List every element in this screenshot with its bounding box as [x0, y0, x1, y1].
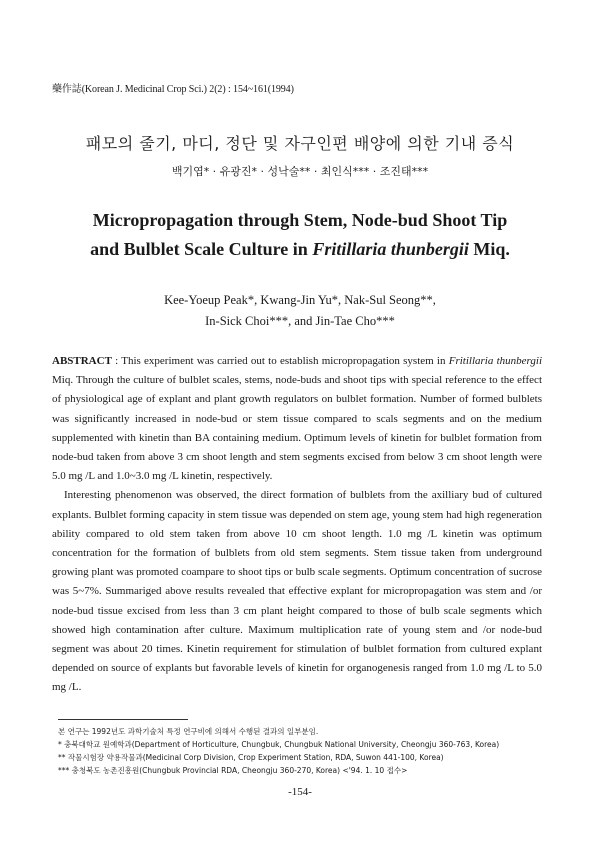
english-title-line1: Micropropagation through Stem, Node-bud Shoot Tip [92, 210, 508, 230]
english-title-line2 [40, 235, 560, 264]
abstract-p1-rest: Miq. Through the culture of bulblet scales, stems, node-buds and shoot tips with special reference to the effect of physiological age of explant and plant growth regulators on bulblet formation. Number of formed bulblets was significantly increased in node-bud or stem tissue compared to scals segments and on the medium supplemented with kinetin than BA containing medium. Optimum levels of kinetin for bulblet formation from node-bud taken from above 3 cm shoot length and stem segments excised from below 3 cm shoot length were 5.0 mg /L and 1.0~3.0 mg /L kinetin, respectively. [52, 374, 542, 483]
english-authors [0, 290, 600, 332]
journal-header: 藥作誌(Korean J. Medicinal Crop Sci.) 2(2) : 154~161(1994) [52, 84, 294, 95]
footnote-affiliation-3: *** 충청북도 농촌진흥원(Chungbuk Provincial RDA, Cheongju 360-270, Korea) <'94. 1. 10 접수> [58, 766, 408, 775]
footnote-funding: 본 연구는 1992년도 과학기술처 특정 연구비에 의해서 수행된 결과의 일부분임. [58, 727, 319, 736]
english-authors-line1: Kee-Yoeup Peak*, Kwang-Jin Yu*, Nak-Sul Seong**, [164, 293, 436, 307]
english-title-species: Fritillaria thunbergii [312, 239, 469, 259]
english-title-line2-suffix: Miq. [468, 239, 510, 259]
abstract-separator: : [111, 355, 122, 367]
abstract-p1-start: This experiment was carried out to establish micropropagation system in [121, 355, 449, 367]
abstract-species: Fritillaria thunbergii [448, 355, 542, 367]
footnote-divider [58, 719, 188, 720]
footnote-affiliation-2: ** 작물시험장 약용작물과(Medicinal Corp Division, Crop Experiment Station, RDA, Suwon 441-100, Korea) [58, 753, 444, 762]
abstract-paragraph-1 [52, 352, 542, 486]
footnotes [58, 725, 558, 777]
korean-authors: 백기엽* · 유광진* · 성낙술** · 최인식*** · 조진태*** [171, 165, 429, 178]
abstract [52, 352, 542, 698]
korean-title: 패모의 줄기, 마디, 정단 및 자구인편 배양에 의한 기내 증식 [85, 134, 515, 153]
english-title-line2-prefix: and Bulblet Scale Culture in [90, 239, 313, 259]
english-title [40, 206, 560, 264]
abstract-label: ABSTRACT [52, 355, 112, 367]
abstract-paragraph-2: Interesting phenomenon was observed, the direct formation of bulblets from the axilliary bud of cultured explants. Bulblet forming capacity in stem tissue was depended on stem age, young stem had high regeneration ability compared to old stem taken from above 10 cm shoot length. 1.0 mg /L kinetin was optimum concentration for the formation of bulblets from old stem segments. Stem tissue taken from underground growing plant was promoted coampare to shoot tips or bulb scale segments. Optimum concentration of sucrose was 5~7%. Summariged above results revealed that effective explant for micropropagation was stem and /or node-bud tissue excised from less than 3 cm plant height compared to those of bulb scale segments which showed high contamination after culture. Maximum multiplication rate of young stem and /or node-bud segment was about 20 times. Kinetin requirement for stimulation of bulblet formation from cultured explant depended on source of explants but favorable levels of kinetin for organogenesis ranged from 1.0 mg /L to 5.0 mg /L. [52, 489, 542, 694]
english-authors-line2: In-Sick Choi***, and Jin-Tae Cho*** [205, 314, 395, 328]
page-number: -154- [288, 786, 312, 798]
footnote-affiliation-1: * 충북대학교 원예학과(Department of Horticulture, Chungbuk, Chungbuk National University, Cheongju 360-763, Korea) [58, 740, 500, 749]
